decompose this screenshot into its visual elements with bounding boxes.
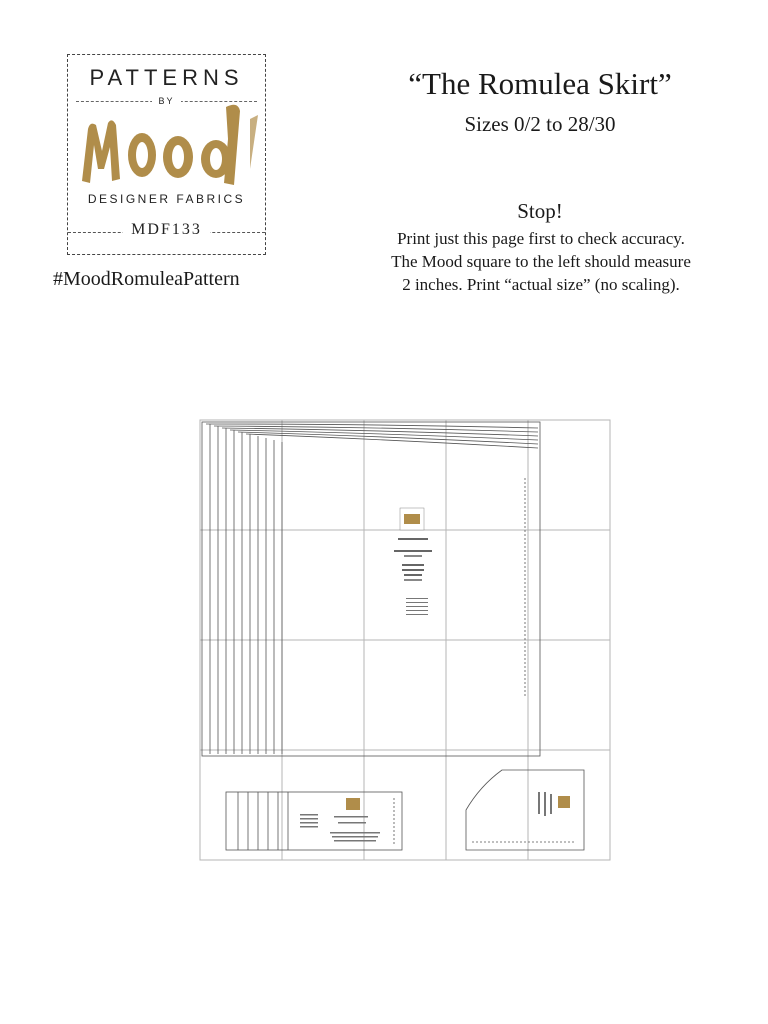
hashtag: #MoodRomuleaPattern bbox=[53, 268, 240, 290]
pattern-title: “The Romulea Skirt” bbox=[408, 66, 672, 101]
instruction-line: The Mood square to the left should measure bbox=[391, 252, 691, 271]
sizes-range: Sizes 0/2 to 28/30 bbox=[464, 112, 616, 136]
page-tile-grid bbox=[200, 420, 610, 860]
instruction-line: Print just this page first to check accuracy. bbox=[397, 229, 685, 248]
mood-script-logo bbox=[74, 99, 262, 191]
instruction-line: 2 inches. Print “actual size” (no scaling). bbox=[402, 275, 680, 294]
pattern-code: MDF133 bbox=[123, 221, 210, 238]
skirt-front-back-piece bbox=[202, 422, 540, 756]
logo-patterns-text: PATTERNS bbox=[89, 65, 244, 90]
pocket-piece bbox=[466, 770, 584, 850]
stop-heading: Stop! bbox=[517, 199, 563, 223]
logo-designer-fabrics-text: DESIGNER FABRICS bbox=[87, 192, 246, 206]
logo-by-text: BY bbox=[152, 96, 180, 106]
print-instructions bbox=[346, 227, 736, 296]
mood-logo-square bbox=[67, 54, 266, 255]
pocket-label bbox=[538, 792, 570, 816]
pattern-layout-diagram bbox=[198, 418, 614, 864]
skirt-piece-label bbox=[394, 508, 432, 615]
waistband-label bbox=[300, 798, 380, 842]
